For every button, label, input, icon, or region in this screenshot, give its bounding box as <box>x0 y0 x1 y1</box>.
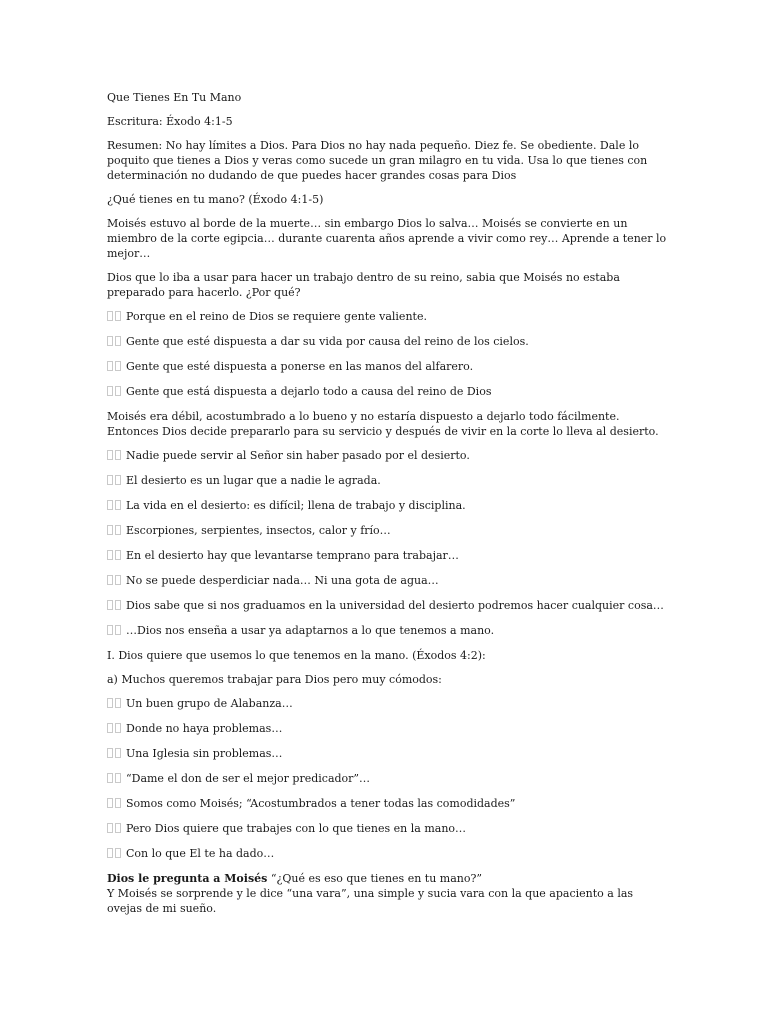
list-item: Nadie puede servir al Señor sin haber pasado por el desierto. <box>107 448 667 463</box>
bullet-icon <box>115 311 121 321</box>
final-body-text: Y Moisés se sorprende y le dice “una vara”, una simple y sucia vara con la que apaciento a las ovejas de mi sueño. <box>107 887 634 915</box>
list-item: Gente que está dispuesta a dejarlo todo a causa del reino de Dios <box>107 384 667 399</box>
bullet-icon <box>115 748 121 758</box>
bullet-icon <box>107 823 113 833</box>
scripture-reference: Escritura: Éxodo 4:1-5 <box>107 115 233 128</box>
bullet-icon <box>107 311 113 321</box>
bullet-icon <box>107 386 113 396</box>
moses-intro-paragraph: Moisés estuvo al borde de la muerte… sin embargo Dios lo salva… Moisés se convierte en un miembro de la corte egipcia… durante cuarenta años aprende a vivir como rey… Aprende a tener lo mejor… <box>107 217 667 260</box>
list-item: Con lo que El te ha dado… <box>107 846 667 861</box>
list-item: Escorpiones, serpientes, insectos, calor y frío… <box>107 523 667 538</box>
bullet-icon <box>115 823 121 833</box>
bullet-icon <box>115 723 121 733</box>
list-item: Una Iglesia sin problemas… <box>107 746 667 761</box>
bullet-icon <box>115 525 121 535</box>
final-bold-text: Dios le pregunta a Moisés <box>107 872 268 885</box>
list-item: Dios sabe que si nos graduamos en la universidad del desierto podremos hacer cualquier cosa… <box>107 598 667 613</box>
list-item: Donde no haya problemas… <box>107 721 667 736</box>
bullet-icon <box>107 500 113 510</box>
bullet-list-desierto <box>107 448 667 638</box>
why-paragraph: Dios que lo iba a usar para hacer un trabajo dentro de su reino, sabia que Moisés no estaba preparado para hacerlo. ¿Por qué? <box>107 271 620 299</box>
bullet-icon <box>115 550 121 560</box>
bullet-icon <box>107 475 113 485</box>
bullet-icon <box>115 698 121 708</box>
moses-weak-paragraph: Moisés era débil, acostumbrado a lo bueno y no estaría dispuesto a dejarlo todo fácilmente. Entonces Dios decide prepararlo para su servicio y después de vivir en la corte lo lleva al desierto. <box>107 410 659 438</box>
summary-paragraph: Resumen: No hay límites a Dios. Para Dios no hay nada pequeño. Diez fe. Se obediente. Dale lo poquito que tienes a Dios y veras como sucede un gran milagro en tu vida. Usa lo que tienes con determinación no dudando de que puedes hacer grandes cosas para Dios <box>107 139 648 182</box>
bullet-icon <box>107 848 113 858</box>
bullet-icon <box>115 386 121 396</box>
bullet-icon <box>107 600 113 610</box>
list-item: Gente que esté dispuesta a ponerse en las manos del alfarero. <box>107 359 667 374</box>
list-item: “Dame el don de ser el mejor predicador”… <box>107 771 667 786</box>
bullet-icon <box>107 361 113 371</box>
bullet-list-comodos <box>107 696 667 861</box>
bullet-icon <box>115 450 121 460</box>
list-item: Un buen grupo de Alabanza… <box>107 696 667 711</box>
list-item: El desierto es un lugar que a nadie le agrada. <box>107 473 667 488</box>
final-quote-text: “¿Qué es eso que tienes en tu mano?” <box>267 872 483 885</box>
list-item: …Dios nos enseña a usar ya adaptarnos a lo que tenemos a mano. <box>107 623 667 638</box>
bullet-icon <box>115 848 121 858</box>
bullet-icon <box>115 798 121 808</box>
bullet-icon <box>115 336 121 346</box>
bullet-icon <box>107 450 113 460</box>
section-heading-1: I. Dios quiere que usemos lo que tenemos en la mano. (Éxodos 4:2): <box>107 649 486 662</box>
question-heading: ¿Qué tienes en tu mano? (Éxodo 4:1-5) <box>107 193 324 206</box>
list-item: La vida en el desierto: es difícil; llena de trabajo y disciplina. <box>107 498 667 513</box>
list-item: Pero Dios quiere que trabajes con lo que tienes en la mano… <box>107 821 667 836</box>
bullet-list-reino <box>107 309 667 399</box>
bullet-icon <box>115 475 121 485</box>
bullet-icon <box>107 698 113 708</box>
list-item: No se puede desperdiciar nada… Ni una gota de agua… <box>107 573 667 588</box>
document-content <box>107 90 667 925</box>
bullet-icon <box>107 550 113 560</box>
bullet-icon <box>115 500 121 510</box>
list-item: En el desierto hay que levantarse temprano para trabajar… <box>107 548 667 563</box>
bullet-icon <box>107 525 113 535</box>
list-item: Gente que esté dispuesta a dar su vida por causa del reino de los cielos. <box>107 334 667 349</box>
bullet-icon <box>107 748 113 758</box>
bullet-icon <box>107 336 113 346</box>
final-paragraph <box>107 871 667 916</box>
section-subheading-1a: a) Muchos queremos trabajar para Dios pero muy cómodos: <box>107 673 442 686</box>
bullet-icon <box>115 625 121 635</box>
bullet-icon <box>107 723 113 733</box>
bullet-icon <box>107 798 113 808</box>
list-item: Somos como Moisés; “Acostumbrados a tener todas las comodidades” <box>107 796 667 811</box>
bullet-icon <box>115 575 121 585</box>
bullet-icon <box>115 600 121 610</box>
bullet-icon <box>115 773 121 783</box>
bullet-icon <box>107 625 113 635</box>
bullet-icon <box>115 361 121 371</box>
list-item: Porque en el reino de Dios se requiere gente valiente. <box>107 309 667 324</box>
document-title: Que Tienes En Tu Mano <box>107 91 242 104</box>
bullet-icon <box>107 773 113 783</box>
bullet-icon <box>107 575 113 585</box>
